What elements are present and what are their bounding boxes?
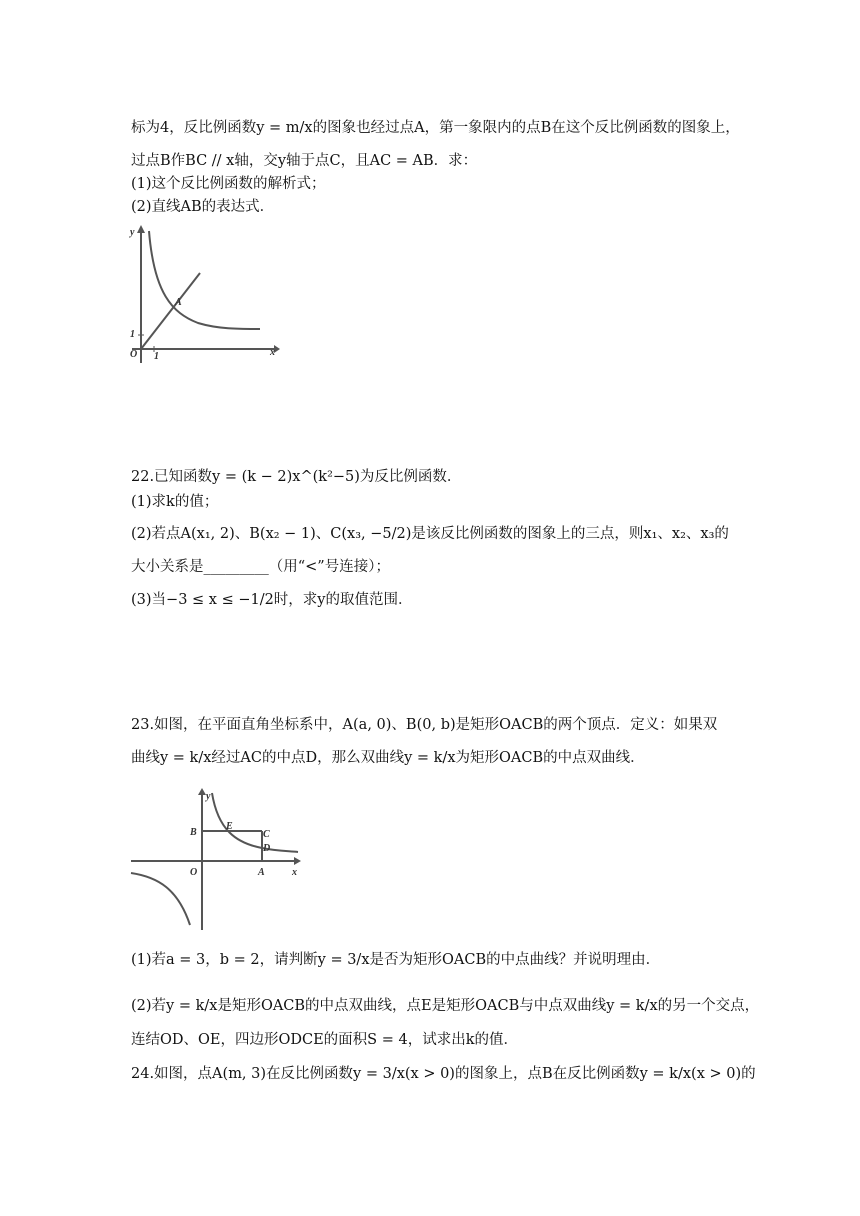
q23-x-label: x xyxy=(292,867,297,878)
q23-point-e-label: E xyxy=(226,821,233,832)
q23-line-1: 23.如图，在平面直角坐标系中，A(a, 0)、B(0, b)是矩形OACB的两个顶点．定义：如果双 xyxy=(131,717,718,733)
q22-line-1: 22.已知函数y = (k − 2)x^(k²−5)为反比例函数． xyxy=(131,469,462,485)
q23-point-c-label: C xyxy=(263,829,270,840)
q23-y-label: y xyxy=(206,791,211,802)
q24-line-1: 24.如图，点A(m, 3)在反比例函数y = 3/x(x > 0)的图象上，点B在反比例函数y = k/x(x > 0)的 xyxy=(131,1066,756,1082)
q23-point-d-label: D xyxy=(263,843,271,854)
q21-line-3: (1)这个反比例函数的解析式； xyxy=(131,176,326,192)
q23-point-a-label: A xyxy=(258,867,265,878)
q21-line-4: (2)直线AB的表达式． xyxy=(131,199,275,215)
q23-line-2: 曲线y = k/x经过AC的中点D，那么双曲线y = k/x为矩形OACB的中点双曲线． xyxy=(131,750,645,766)
q21-line-2: 过点B作BC // x轴，交y轴于点C，且AC = AB．求： xyxy=(131,153,478,169)
q22-line-2: (1)求k的值； xyxy=(131,494,219,510)
q22-line-4: 大小关系是_________（用“<”号连接）； xyxy=(131,559,390,575)
q23-origin-label: O xyxy=(190,867,198,878)
q21-point-a-label: A xyxy=(175,297,182,308)
q21-y-label: y xyxy=(130,227,135,238)
q21-figure xyxy=(128,223,280,368)
q21-origin-label: O xyxy=(130,349,138,360)
q23-line-5: 连结OD、OE，四边形ODCE的面积S = 4，试求出k的值． xyxy=(131,1032,518,1048)
q23-point-b-label: B xyxy=(190,827,197,838)
q21-x-label: x xyxy=(270,347,275,358)
q21-tick-x-1: 1 xyxy=(154,351,159,362)
q23-figure xyxy=(128,785,308,935)
q23-line-3: (1)若a = 3，b = 2，请判断y = 3/x是否为矩形OACB的中点曲线？并说明理由． xyxy=(131,952,661,968)
q22-line-3: (2)若点A(x₁, 2)、B(x₂ − 1)、C(x₃, −5/2)是该反比例函数的图象上的三点，则x₁、x₂、x₃的 xyxy=(131,526,729,542)
q21-line-1: 标为4，反比例函数y = m/x的图象也经过点A，第一象限内的点B在这个反比例函数的图象上， xyxy=(131,120,740,136)
q23-line-4: (2)若y = k/x是矩形OACB的中点双曲线，点E是矩形OACB与中点双曲线y = k/x的另一个交点， xyxy=(131,998,760,1014)
q21-tick-y-1: 1 xyxy=(130,329,135,340)
q22-line-5: (3)当−3 ≤ x ≤ −1/2时，求y的取值范围． xyxy=(131,592,413,608)
